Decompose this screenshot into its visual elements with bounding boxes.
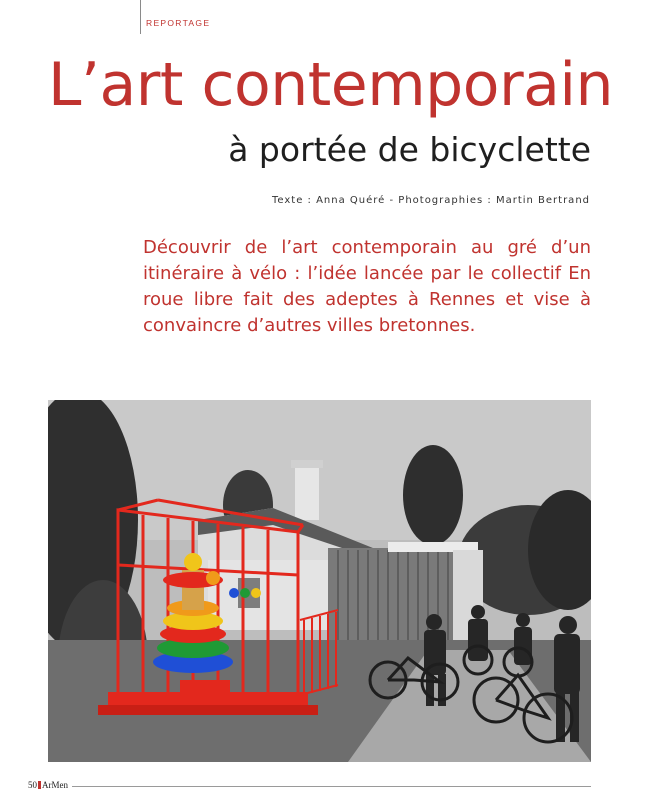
section-label: REPORTAGE — [146, 18, 211, 28]
page-number: 50 — [28, 780, 37, 790]
article-title: L’art contemporain — [48, 50, 614, 120]
page-footer — [28, 780, 72, 790]
header-divider — [140, 0, 141, 34]
article-photo — [48, 400, 591, 762]
article-lead: Découvrir de l’art contemporain au gré d’un itinéraire à vélo : l’idée lancée par le collectif En roue libre fait des adeptes à Rennes et vise à convaincre d’autres villes bretonnes. — [143, 237, 591, 336]
article-credits: Texte : Anna Quéré - Photographies : Martin Bertrand — [271, 195, 590, 206]
footer-accent-bar — [38, 781, 41, 789]
magazine-name: ArMen — [42, 780, 68, 790]
footer-divider — [28, 786, 591, 787]
article-subtitle: à portée de bicyclette — [228, 130, 591, 169]
